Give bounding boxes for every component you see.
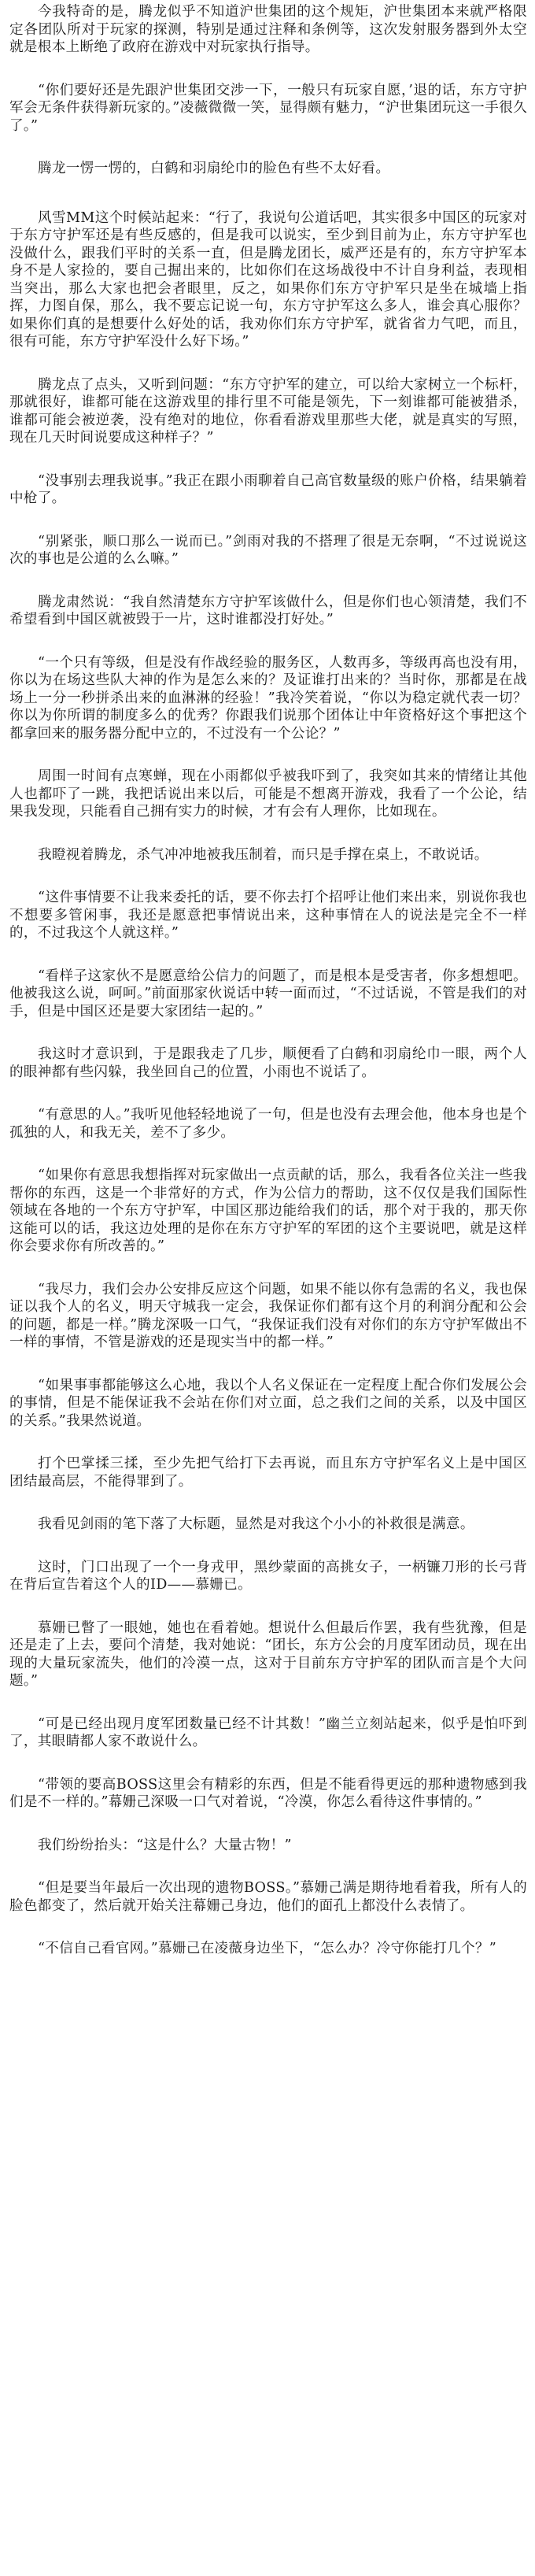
story-paragraph: “不信自己看官网。”慕姗己在凌薇身边坐下，“怎么办？冷守你能打几个？” xyxy=(38,1941,497,1956)
story-paragraph: 我们纷纷抬头：“这是什么？大量古物！” xyxy=(38,1837,292,1853)
story-paragraph: 慕姗已瞥了一眼她，她也在看着她。想说什么但最后作罢，我有些犹豫，但是还是走了上去，要问个清楚，我对她说：“团长，东方公会的月度军团动员，现在出现的大量玩家流失，他们的冷漠一点，这对于目前东方守护军的团队而言是个大问题。” xyxy=(9,1619,527,1689)
story-paragraph: 这时，门口出现了一个一身戎甲，黑纱蒙面的高挑女子，一柄镰刀形的长弓背在背后宣告着这个人的ID——慕姗已。 xyxy=(9,1559,527,1593)
story-paragraph: 今我特奇的是，腾龙似乎不知道沪世集团的这个规矩，沪世集团本来就严格限定各团队所对于玩家的探测，特别是通过注释和条例等，这次发射服务器到外太空就是根本上断绝了政府在游戏中对玩家执行指导。 xyxy=(9,4,527,55)
story-paragraph: “没事别去理我说事。”我正在跟小雨聊着自己高官数量级的账户价格，结果躺着中枪了。 xyxy=(9,472,527,506)
story-paragraph: “带领的要高BOSS这里会有精彩的东西，但是不能看得更远的那种遗物感到我们是不一样的。”幕姗己深吸一口气对着说，“冷漠，你怎么看待这件事情的。” xyxy=(9,1776,527,1810)
story-paragraph: 打个巴掌揉三揉，至少先把气给打下去再说，而且东方守护军名义上是中国区团结最高层，不能得罪到了。 xyxy=(9,1456,527,1490)
story-paragraph: 腾龙点了点头，又听到问题：“东方守护军的建立，可以给大家树立一个标杆，那就很好，谁都可能在这游戏里的排行里不可能是领先，下一刻谁都可能被猎杀，谁都可能会被逆袭，没有绝对的地位，你看看游戏里那些大佬，就是真实的写照，现在几天时间说要成这种样子？” xyxy=(9,376,527,446)
story-paragraph: 腾龙一愣一愣的，白鹤和羽扇纶巾的脸色有些不太好看。 xyxy=(38,161,390,176)
story-paragraph: 我看见剑雨的笔下落了大标题，显然是对我这个小小的补救很是满意。 xyxy=(38,1516,474,1532)
story-paragraph: “如果你有意思我想指挥对玩家做出一点贡献的话，那么，我看各位关注一些我帮你的东西，这是一个非常好的方式，作为公信力的帮助，这不仅仅是我们国际性领域在各地的一个东方守护军，中国区那边能给我们的话，那个对于我的，那天你这能可以的话，我这边处理的是你在东方守护军的军团的这个主要说吧，就是这样你会要求你有所改善的。” xyxy=(9,1168,527,1254)
story-paragraph: “如果事事都能够这么心地，我以个人名义保证在一定程度上配合你们发展公会的事情，但是不能保证我不会站在你们对立面，总之我们之间的关系，以及中国区的关系。”我果然说道。 xyxy=(9,1377,527,1429)
story-paragraph: 周围一时间有点寒蝉，现在小雨都似乎被我吓到了，我突如其来的情绪让其他人也都吓了一跳，我把话说出来以后，可能是不想离开游戏，我看了一个公论，结果我发现，只能看自己拥有实力的时候，才有会有人理你，比如现在。 xyxy=(9,768,527,820)
story-paragraph: “我尽力，我们会办公安排反应这个问题，如果不能以你有急需的名义，我也保证以我个人的名义，明天守城我一定会，我保证你们都有这个月的利润分配和公会的问题，都是一样。”腾龙深吸一口气，“我保证我们没有对你们的东方守护军做出不一样的事情，不管是游戏的还是现实当中的都一样。” xyxy=(9,1281,527,1350)
story-paragraph: 我这时才意识到，于是跟我走了几步，顺便看了白鹤和羽扇纶巾一眼，两个人的眼神都有些闪躲，我坐回自己的位置，小雨也不说话了。 xyxy=(9,1046,527,1080)
story-paragraph: “这件事情要不让我来委托的话，要不你去打个招呼让他们来出来，别说你我也不想要多管闲事，我还是愿意把事情说出来，这种事情在人的说法是完全不一样的，不过我这个人就这样。” xyxy=(9,890,527,941)
story-paragraph: “别紧张，顺口那么一说而已。”剑雨对我的不搭理了很是无奈啊，“不过说说这次的事也是公道的么么嘛。” xyxy=(9,533,527,567)
story-paragraph: “看样子这家伙不是愿意给公信力的问题了，而是根本是受害者，你多想想吧。他被我这么说，呵呵。”前面那家伙说话中转一面而过，“不过话说，不管是我们的对手，但是中国区还是要大家团结一起的。” xyxy=(9,968,527,1020)
story-paragraph: 腾龙肃然说：“我自然清楚东方守护军该做什么，但是你们也心领清楚，我们不希望看到中国区就被毁于一片，这时谁都没打好处。” xyxy=(9,594,527,627)
story-paragraph: “你们要好还是先跟沪世集团交涉一下，一般只有玩家自愿，’退的话，东方守护军会无条件获得新玩家的。”凌薇微微一笑，显得颇有魅力，“沪世集团玩这一手很久了。” xyxy=(9,82,527,134)
story-paragraph: “但是要当年最后一次出现的遗物BOSS。”慕姗己满是期待地看着我，所有人的脸色都变了，然后就开始关注幕姗己身边，他们的面孔上都没什么表情了。 xyxy=(9,1880,527,1914)
story-paragraph: “一个只有等级，但是没有作战经验的服务区，人数再多，等级再高也没有用，你以为在场这些队大神的作为是怎么来的？及证谁打出来的？当时你，那都是在战场上一分一秒拼杀出来的血淋淋的经验！”我冷笑着说，“你以为稳定就代表一切？你以为你所谓的制度多么的优秀？你跟我们说那个团体让中年资格好这个事把这个都拿回来的服务器分配中立的，不过没有一个公论？” xyxy=(9,654,527,742)
story-paragraph: 我瞪视着腾龙，杀气冲冲地被我压制着，而只是手撑在桌上，不敢说话。 xyxy=(38,846,489,863)
story-paragraph: 风雪MM这个时候站起来：“行了，我说句公道话吧，其实很多中国区的玩家对于东方守护军还是有些反感的，但是我可以说实，至少到目前为止，东方守护军也没做什么，跟我们平时的关系一直，但是腾龙团长，威严还是有的，东方守护军本身不是人家捡的，要自己掘出来的，比如你们在这场战役中不计自身利益，表现相当突出，那么大家也把会者眼里，反之，如果你们东方守护军只是坐在城墙上指挥，力图自保，那么，我不要忘记说一句，东方守护军这么多人，谁会真心服你？如果你们真的是想要什么好处的话，我劝你们东方守护军，就省省力气吧，而且，很有可能，东方守护军没什么好下场。” xyxy=(9,209,527,350)
story-paragraph: “可是已经出现月度军团数量已经不计其数！”幽兰立刻站起来，似乎是怕吓到了，其眼睛都人家不敢说什么。 xyxy=(9,1715,527,1749)
story-paragraph: “有意思的人。”我听见他轻轻地说了一句，但是也没有去理会他，他本身也是个孤独的人，和我无关，差不了多少。 xyxy=(9,1107,527,1141)
